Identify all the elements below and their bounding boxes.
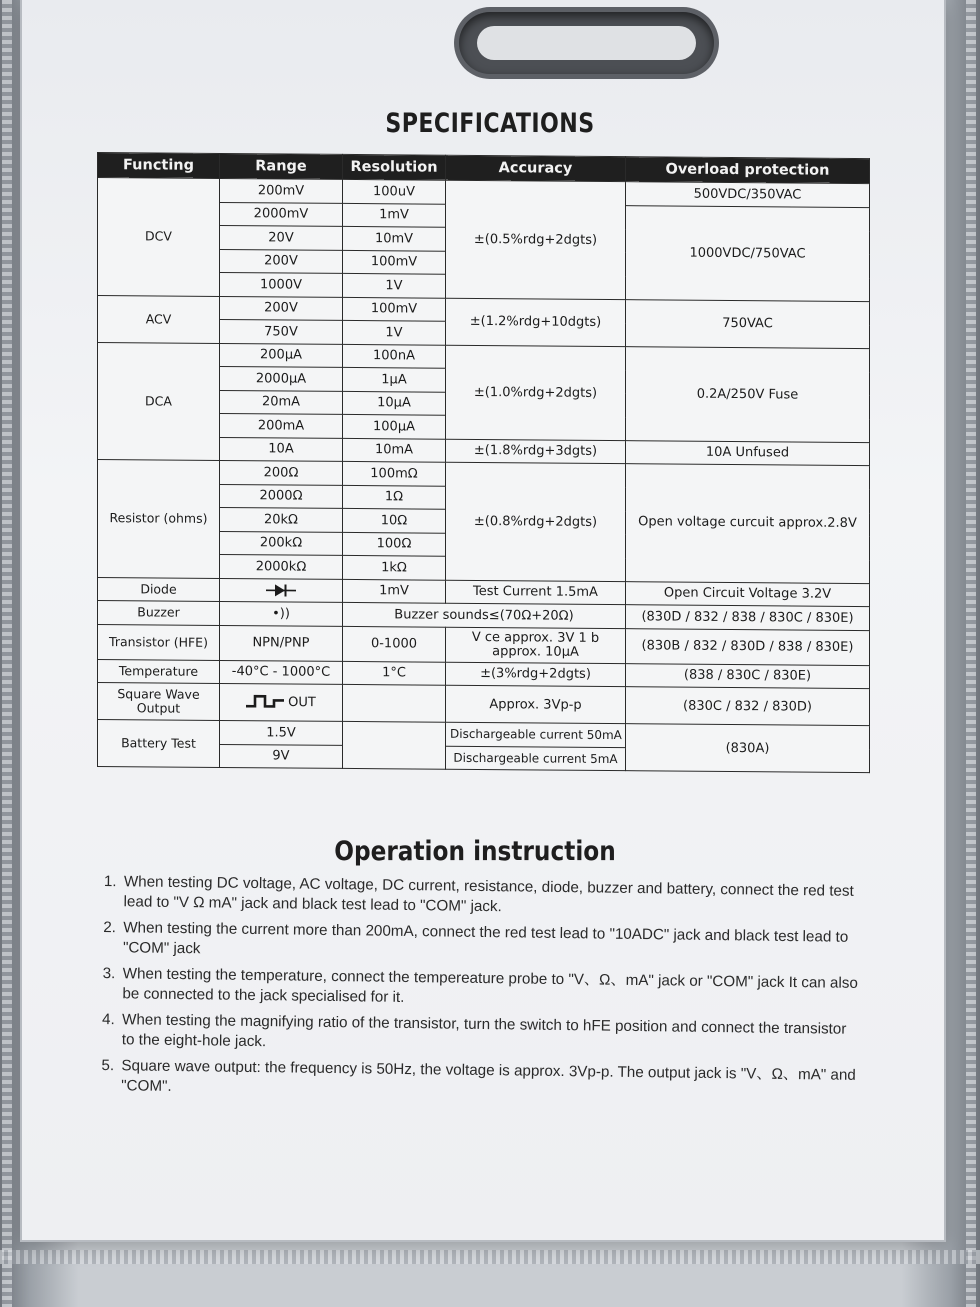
function-acv: ACV (98, 295, 220, 343)
list-item (103, 918, 863, 967)
header-accuracy: Accuracy (446, 155, 626, 181)
range-cell: 20mA (220, 390, 343, 414)
range-cell: 9V (220, 744, 343, 768)
overload-dcv: 1000VDC/750VAC (626, 205, 870, 301)
header-overload: Overload protection (626, 157, 870, 184)
resolution-cell: 100Ω (343, 532, 446, 556)
operation-list (101, 872, 864, 1112)
battery-note: Dischargeable current 50mA (446, 722, 626, 747)
overload-dcv-200mv: 500VDC/350VAC (626, 182, 870, 207)
resolution-cell (343, 721, 446, 769)
range-cell: 2000Ω (220, 484, 343, 508)
accuracy-transistor: V ce approx. 3V 1 b approx. 10µA (446, 627, 626, 663)
range-cell: 750V (220, 319, 343, 343)
operation-title: Operation instruction (334, 836, 616, 867)
resolution-cell: 1V (343, 273, 446, 297)
table-row (98, 624, 870, 665)
table-row (98, 295, 870, 325)
list-item (102, 964, 862, 1013)
overload-resistor: Open voltage curcuit approx.2.8V (626, 464, 870, 583)
function-dcv: DCV (98, 178, 220, 296)
range-cell: 2000kΩ (220, 554, 343, 578)
range-cell: 20V (220, 225, 343, 249)
table-row (98, 683, 870, 726)
range-cell: 200V (220, 296, 343, 320)
table-row (98, 342, 870, 372)
header-range: Range (220, 153, 343, 179)
header-functing: Functing (98, 153, 220, 179)
resolution-cell: 1mV (343, 203, 446, 227)
range-cell: 200kΩ (220, 531, 343, 555)
list-item-text: Square wave output: the frequency is 50Hz, the voltage is approx. 3Vp-p. The output jack is "V、Ω、mA" and "COM". (121, 1057, 856, 1095)
overload-diode: Open Circuit Voltage 3.2V (626, 581, 870, 606)
function-temperature: Temperature (98, 659, 220, 683)
resolution-cell: 0-1000 (343, 626, 446, 662)
range-cell: 2000µA (220, 366, 343, 390)
list-item-number: 5. (101, 1056, 115, 1075)
list-item-number: 2. (103, 918, 117, 937)
range-cell (220, 578, 343, 602)
function-diode: Diode (98, 577, 220, 601)
left-edge-pattern (2, 0, 12, 1307)
resolution-cell: 10Ω (343, 508, 446, 532)
specifications-table-wrapper (97, 152, 869, 810)
accuracy-diode: Test Current 1.5mA (446, 580, 626, 605)
resolution-cell: 100µA (343, 414, 446, 438)
overload-acv: 750VAC (626, 299, 870, 348)
accuracy-dca-10a: ±(1.8%rdg+3dgts) (446, 439, 626, 464)
list-item-number: 1. (103, 872, 117, 891)
right-edge-pattern (966, 0, 976, 1307)
square-wave-out-label: OUT (288, 695, 316, 711)
range-cell: 20kΩ (220, 507, 343, 531)
function-square-wave: Square Wave Output (98, 683, 220, 721)
buzzer-note: Buzzer sounds≤(70Ω+20Ω) (343, 602, 626, 628)
function-dca: DCA (98, 342, 220, 460)
overload-battery: (830A) (626, 724, 870, 773)
list-item-text: When testing the current more than 200mA, connect the red test lead to "10ADC" jack and black test lead to "COM" jack (122, 919, 849, 957)
hang-hole (459, 12, 714, 74)
range-cell: 200V (220, 249, 343, 273)
accuracy-dca: ±(1.0%rdg+2dgts) (446, 345, 626, 440)
list-item (102, 1010, 862, 1059)
range-cell: 1.5V (220, 720, 343, 744)
resolution-cell: 1kΩ (343, 555, 446, 579)
range-cell: NPN/PNP (220, 625, 343, 661)
resolution-cell: 1V (343, 320, 446, 344)
function-battery: Battery Test (98, 720, 220, 768)
resolution-cell: 1°C (343, 661, 446, 685)
range-cell: 200Ω (220, 460, 343, 484)
overload-dca: 0.2A/250V Fuse (626, 346, 870, 442)
resolution-cell: 100mV (343, 297, 446, 321)
range-cell: 2000mV (220, 202, 343, 226)
list-item-text: When testing the temperature, connect the tempereature probe to "V、Ω、mA" jack or "COM" jack It can also be connected to the jack specialised for it. (122, 965, 858, 1006)
resolution-cell (343, 684, 446, 722)
battery-note: Dischargeable current 5mA (446, 746, 626, 771)
specifications-title: SPECIFICATIONS (385, 108, 595, 139)
accuracy-dcv: ±(0.5%rdg+2dgts) (446, 180, 626, 299)
resolution-cell: 1µA (343, 367, 446, 391)
list-item-number: 3. (102, 964, 116, 983)
resolution-cell: 100mΩ (343, 461, 446, 485)
resolution-cell: 1Ω (343, 485, 446, 509)
accuracy-temperature: ±(3%rdg+2dgts) (446, 662, 626, 687)
function-resistor: Resistor (ohms) (98, 460, 220, 578)
table-row (98, 720, 870, 750)
overload-square-wave: (830C / 832 / 830D) (626, 687, 870, 726)
resolution-cell: 100nA (343, 344, 446, 368)
resolution-cell: 1mV (343, 579, 446, 603)
square-wave-range (220, 683, 343, 721)
list-item-text: When testing the magnifying ratio of the transistor, turn the switch to hFE position and connect the transistor to the eight-hole jack. (121, 1011, 847, 1050)
overload-buzzer: (830D / 832 / 838 / 830C / 830E) (626, 605, 870, 630)
resolution-cell: 10mV (343, 226, 446, 250)
header-resolution: Resolution (343, 154, 446, 180)
resolution-cell: 10µA (343, 391, 446, 415)
range-cell: 200mV (220, 178, 343, 202)
buzzer-symbol: •)) (220, 601, 343, 625)
overload-transistor: (830B / 832 / 830D / 838 / 830E) (626, 628, 870, 665)
overload-dca-10a: 10A Unfused (626, 440, 870, 465)
range-cell: 200µA (220, 343, 343, 367)
list-item-text: When testing DC voltage, AC voltage, DC current, resistance, diode, buzzer and battery, connect the red test lead to "V Ω mA" jack and black test lead to "COM" jack. (123, 873, 854, 915)
accuracy-acv: ±(1.2%rdg+10dgts) (446, 298, 626, 346)
resolution-cell: 10mA (343, 438, 446, 462)
accuracy-resistor: ±(0.8%rdg+2dgts) (446, 462, 626, 581)
table-row (98, 178, 870, 208)
diode-icon (266, 583, 296, 597)
overload-temperature: (838 / 830C / 830E) (626, 663, 870, 688)
square-wave-icon (246, 693, 284, 711)
list-item (101, 1056, 861, 1105)
range-cell: -40°C - 1000°C (220, 660, 343, 684)
range-cell: 200mA (220, 413, 343, 437)
specifications-table (97, 152, 870, 773)
function-buzzer: Buzzer (98, 601, 220, 625)
range-cell: 10A (220, 437, 343, 461)
bottom-edge-pattern (0, 1250, 980, 1264)
table-row (98, 460, 870, 490)
accuracy-square-wave: Approx. 3Vp-p (446, 685, 626, 723)
resolution-cell: 100uV (343, 179, 446, 203)
range-cell: 1000V (220, 272, 343, 296)
list-item-number: 4. (101, 1010, 115, 1029)
resolution-cell: 100mV (343, 250, 446, 274)
function-transistor: Transistor (HFE) (98, 624, 220, 660)
